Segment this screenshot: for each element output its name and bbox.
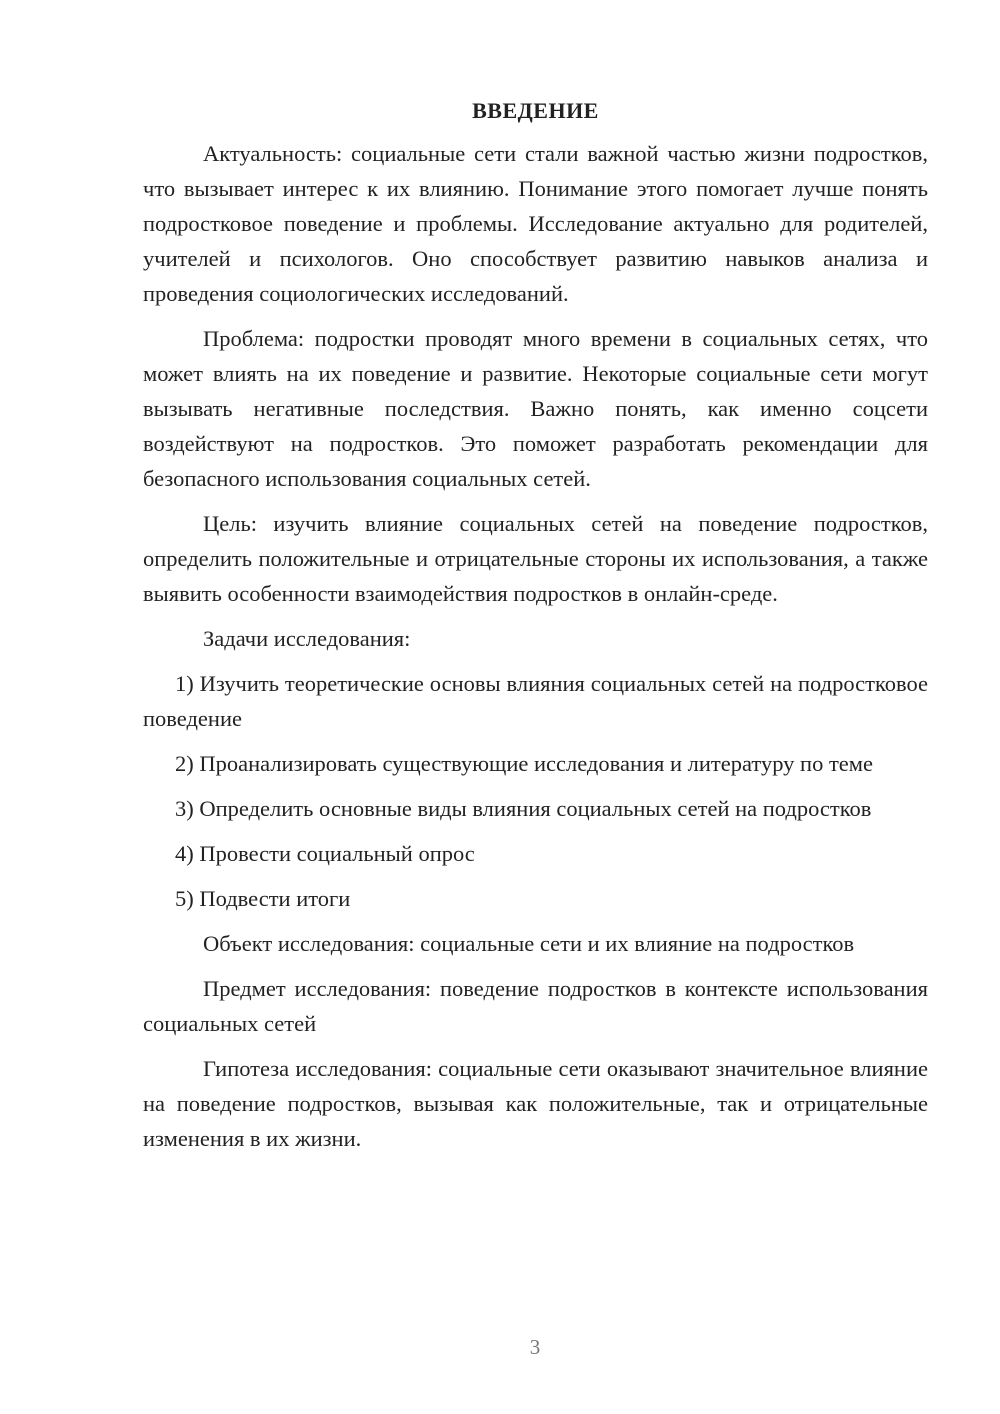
page-title: ВВЕДЕНИЕ [472, 98, 599, 123]
page-number: 3 [529, 1335, 541, 1359]
task-item-4: 4) Провести социальный опрос [175, 841, 475, 866]
subject-paragraph: Предмет исследования: поведение подростков в контексте использования социальных сетей [143, 976, 928, 1036]
hypothesis-paragraph: Гипотеза исследования: социальные сети оказывают значительное влияние на поведение подростков, вызывая как положительные, так и отрицательные изменения в их жизни. [143, 1056, 928, 1151]
relevance-paragraph: Актуальность: социальные сети стали важной частью жизни подростков, что вызывает интерес к их влиянию. Понимание этого помогает лучше понять подростковое поведение и проблемы. Исследование актуально для родителей, учителей и психологов. Оно способствует развитию навыков анализа и проведения социологических исследований. [143, 141, 928, 306]
document-page [143, 96, 928, 1166]
problem-paragraph: Проблема: подростки проводят много времени в социальных сетях, что может влиять на их поведение и развитие. Некоторые социальные сети могут вызывать негативные последствия. Важно понять, как именно соцсети воздействуют на подростков. Это поможет разработать рекомендации для безопасного использования социальных сетей. [143, 326, 928, 491]
task-item-3: 3) Определить основные виды влияния социальных сетей на подростков [175, 796, 872, 821]
object-paragraph: Объект исследования: социальные сети и их влияние на подростков [203, 931, 855, 956]
task-item-5: 5) Подвести итоги [175, 886, 351, 911]
task-item-2: 2) Проанализировать существующие исследования и литературу по теме [175, 751, 873, 776]
goal-paragraph: Цель: изучить влияние социальных сетей на поведение подростков, определить положительные и отрицательные стороны их использования, а также выявить особенности взаимодействия подростков в онлайн-среде. [143, 511, 928, 606]
task-item-1: 1) Изучить теоретические основы влияния социальных сетей на подростковое поведение [143, 671, 928, 731]
tasks-heading: Задачи исследования: [203, 626, 411, 651]
